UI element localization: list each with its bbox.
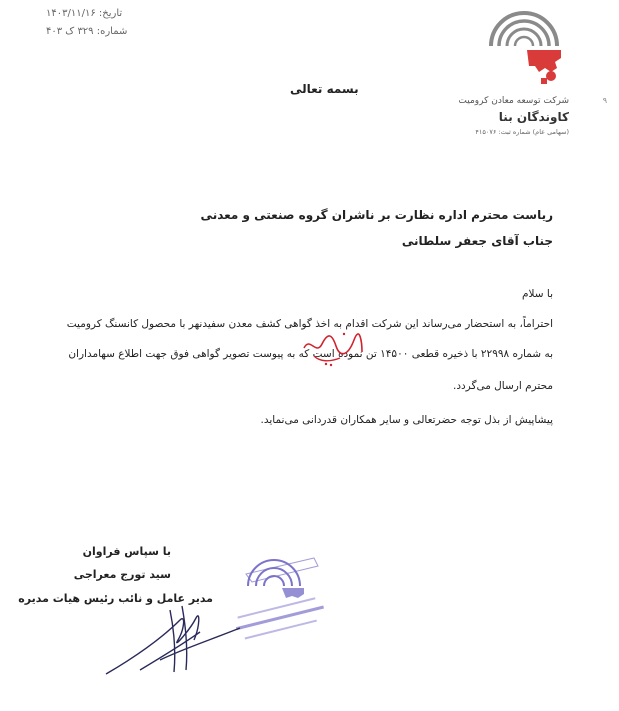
company-registration: (سهامی عام) شماره ثبت: ۴۱۵۰۷۶ bbox=[475, 128, 569, 136]
greeting-line: با سلام bbox=[521, 288, 553, 300]
signature-thanks: با سپاس فراوان bbox=[82, 545, 171, 558]
company-name: کاوندگان بنا bbox=[498, 110, 569, 124]
handwritten-note bbox=[300, 326, 366, 368]
body-line-3: محترم ارسال می‌گردد. bbox=[452, 380, 553, 392]
letter-number: شماره: ۳۲۹ ک ۴۰۳ bbox=[46, 26, 128, 37]
signatory-name: سید تورج معراجی bbox=[73, 568, 171, 581]
company-logo bbox=[481, 6, 567, 86]
handwritten-signature bbox=[100, 600, 250, 680]
basmala-heading: بسمه تعالی bbox=[290, 82, 359, 96]
body-line-1: احتراماً، به استحضار می‌رساند این شرکت اقدام به اخذ گواهی کشف معدن سفیدنهر با محصول کانسنگ کرومیت bbox=[66, 318, 553, 330]
closing-line: پیشاپیش از بذل توجه حضرتعالی و سایر همکاران قدردانی می‌نماید. bbox=[260, 414, 553, 426]
letter-date: تاریخ: ۱۴۰۳/۱۱/۱۶ bbox=[46, 8, 123, 19]
signatory-title: مدیر عامل و نائب رئیس هیات مدیره bbox=[18, 592, 213, 605]
side-mark: ۹ bbox=[602, 96, 607, 105]
company-subtitle: شرکت توسعه معادن کرومیت bbox=[458, 96, 569, 106]
recipient-name: جناب آقای جعفر سلطانی bbox=[401, 234, 553, 248]
body-line-2: به شماره ۲۲۹۹۸ با ذخیره قطعی ۱۴۵۰۰ تن نموده است که به پیوست تصویر گواهی فوق جهت اطلاع سهامداران bbox=[68, 348, 553, 360]
recipient-title: ریاست محترم اداره نظارت بر ناشران گروه صنعتی و معدنی bbox=[200, 208, 553, 222]
